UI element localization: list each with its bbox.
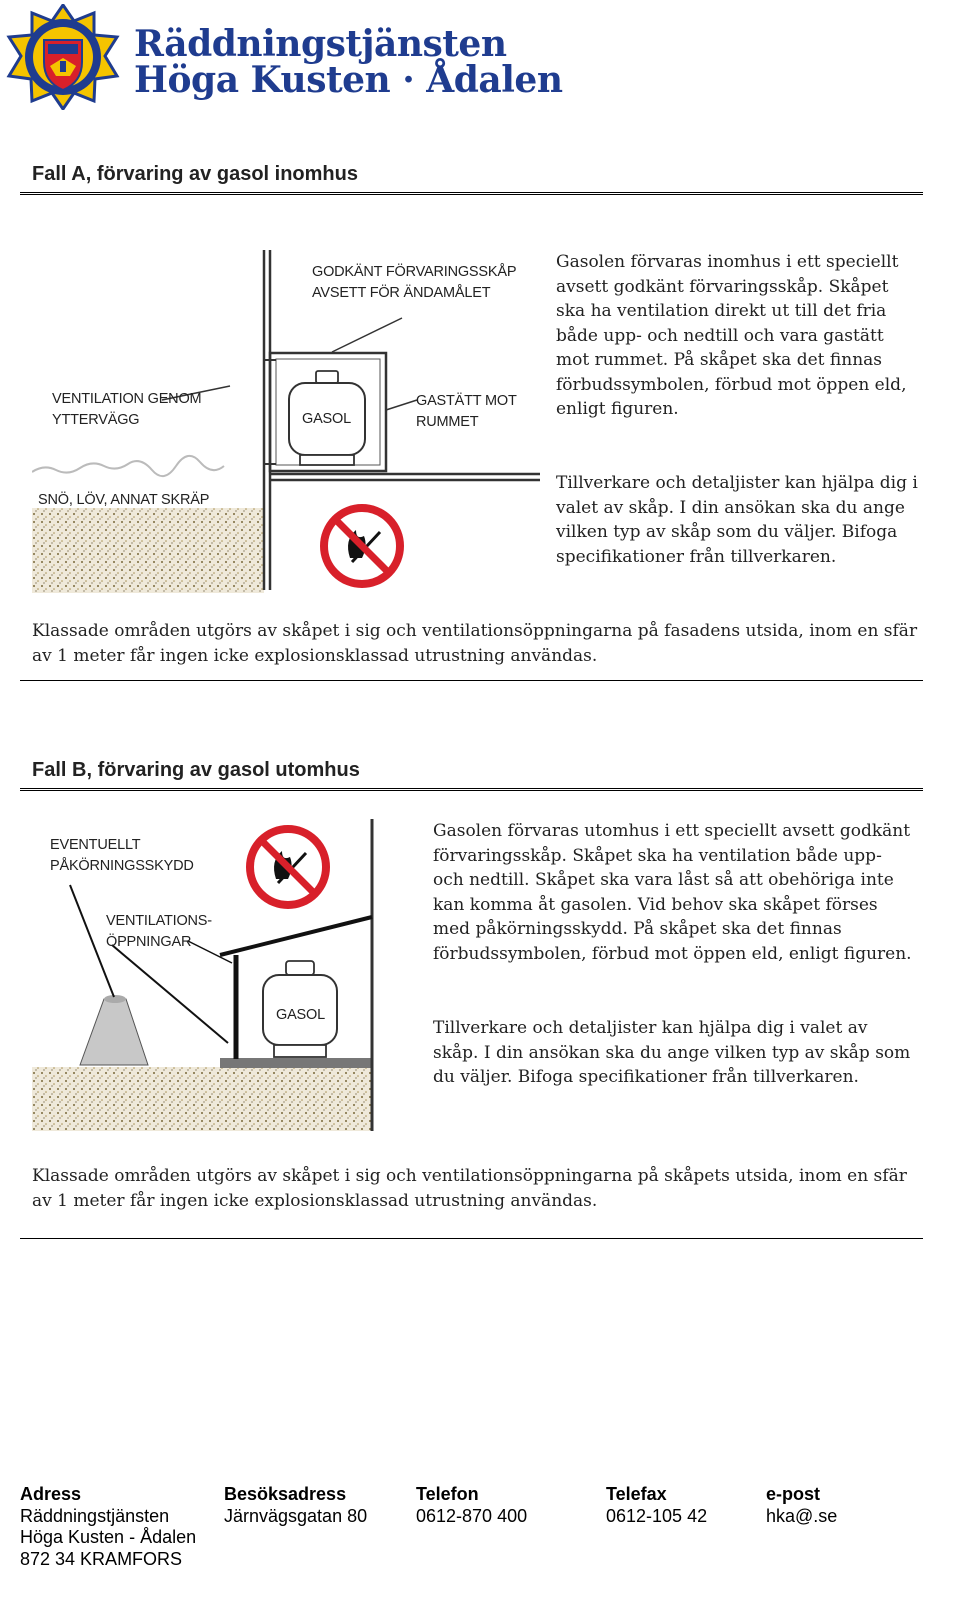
- footer-address-line3: 872 34 KRAMFORS: [20, 1548, 183, 1569]
- label-cabinet-line2: AVSETT FÖR ÄNDAMÅLET: [312, 285, 491, 301]
- section-a-title-rule: [20, 192, 923, 195]
- footer-phone-value: 0612-870 400: [416, 1505, 528, 1526]
- label-gastight-line1: GASTÄTT MOT: [416, 393, 517, 409]
- footer-fax-label: Telefax: [606, 1484, 667, 1504]
- label-snow: SNÖ, LÖV, ANNAT SKRÄP: [38, 492, 210, 508]
- section-a-title: Fall A, förvaring av gasol inomhus: [32, 163, 358, 185]
- label-gasol-a: GASOL: [302, 411, 351, 427]
- no-open-flame-icon: [324, 508, 400, 584]
- footer-fax-value: 0612-105 42: [606, 1505, 708, 1526]
- section-a-text1: Gasolen förvaras inomhus i ett speciellt avsett godkänt förvaringsskåp. Skåpet ska ha ventilation direkt ut till det fria både upp- och nedtill och vara gastätt mot rummet. På skåpet ska det finnas förbudssymbolen, förbud mot öppen eld, enligt figuren.: [556, 252, 907, 419]
- section-b-text1: Gasolen förvaras utomhus i ett speciellt avsett godkänt förvaringsskåp. Skåpet ska ha ventilation både upp- och nedtill. Skåpet ska vara låst så att obehöriga inte kan komma åt gasolen. Vid behov ska skåpet förses med påkörningsskydd. På skåpet ska det finnas förbudssymbolen, förbud mot öppen eld, enligt figuren.: [433, 821, 912, 964]
- label-gastight-line2: RUMMET: [416, 414, 479, 430]
- label-collision-line2: PÅKÖRNINGSSKYDD: [50, 858, 194, 874]
- section-b-title-rule: [20, 788, 923, 791]
- org-name-line2: Höga Kusten · Ådalen: [134, 59, 563, 101]
- org-name-line1: Räddningstjänsten: [134, 23, 507, 65]
- footer-visit-label: Besöksadress: [224, 1484, 347, 1504]
- label-gasol-b: GASOL: [276, 1007, 325, 1023]
- footer-email-label: e-post: [766, 1484, 820, 1504]
- figure-b-outdoor-storage: [32, 815, 412, 1135]
- footer-phone: [416, 1484, 527, 1527]
- label-ventilation-line2: YTTERVÄGG: [52, 412, 140, 428]
- section-a-text2: Tillverkare och detaljister kan hjälpa dig i valet av skåp. I din ansökan ska du ange vilken typ av skåp som du väljer. Bifoga specifikationer från tillverkaren.: [556, 473, 918, 567]
- no-open-flame-icon: [250, 829, 326, 905]
- figure-a-indoor-storage: [32, 240, 542, 595]
- footer-address-line2: Höga Kusten - Ådalen: [20, 1527, 197, 1547]
- section-a-bottom-rule: [20, 680, 923, 681]
- section-b-bottom-rule: [20, 1238, 923, 1239]
- crest-logo: [4, 4, 122, 110]
- footer-visit-value: Järnvägsgatan 80: [224, 1505, 368, 1526]
- footer-address: [20, 1484, 196, 1570]
- label-vent-line2: ÖPPNINGAR: [106, 934, 192, 950]
- footer-fax: [606, 1484, 707, 1527]
- section-b-classified-text: Klassade områden utgörs av skåpet i sig och ventilationsöppningarna på skåpets utsida, inom en sfär av 1 meter får ingen icke explosionsklassad utrustning användas.: [32, 1166, 907, 1211]
- footer-email: [766, 1484, 837, 1527]
- label-ventilation-line1: VENTILATION GENOM: [52, 391, 202, 407]
- footer-visit-address: [224, 1484, 367, 1527]
- label-vent-line1: VENTILATIONS-: [106, 913, 212, 929]
- section-b-text2: Tillverkare och detaljister kan hjälpa dig i valet av skåp. I din ansökan ska du ange vilken typ av skåp som du väljer. Bifoga specifikationer från tillverkaren.: [433, 1018, 911, 1087]
- label-collision-line1: EVENTUELLT: [50, 837, 141, 853]
- footer-phone-label: Telefon: [416, 1484, 479, 1504]
- section-a-classified-text: Klassade områden utgörs av skåpet i sig och ventilationsöppningarna på fasadens utsida, inom en sfär av 1 meter får ingen icke explosionsklassad utrustning användas.: [32, 621, 918, 666]
- footer-address-label: Adress: [20, 1484, 82, 1504]
- footer-address-line1: Räddningstjänsten: [20, 1505, 170, 1526]
- footer-email-value[interactable]: hka@.se: [766, 1505, 838, 1526]
- section-b-title: Fall B, förvaring av gasol utomhus: [32, 759, 360, 781]
- label-cabinet-line1: GODKÄNT FÖRVARINGSSKÅP: [312, 264, 517, 280]
